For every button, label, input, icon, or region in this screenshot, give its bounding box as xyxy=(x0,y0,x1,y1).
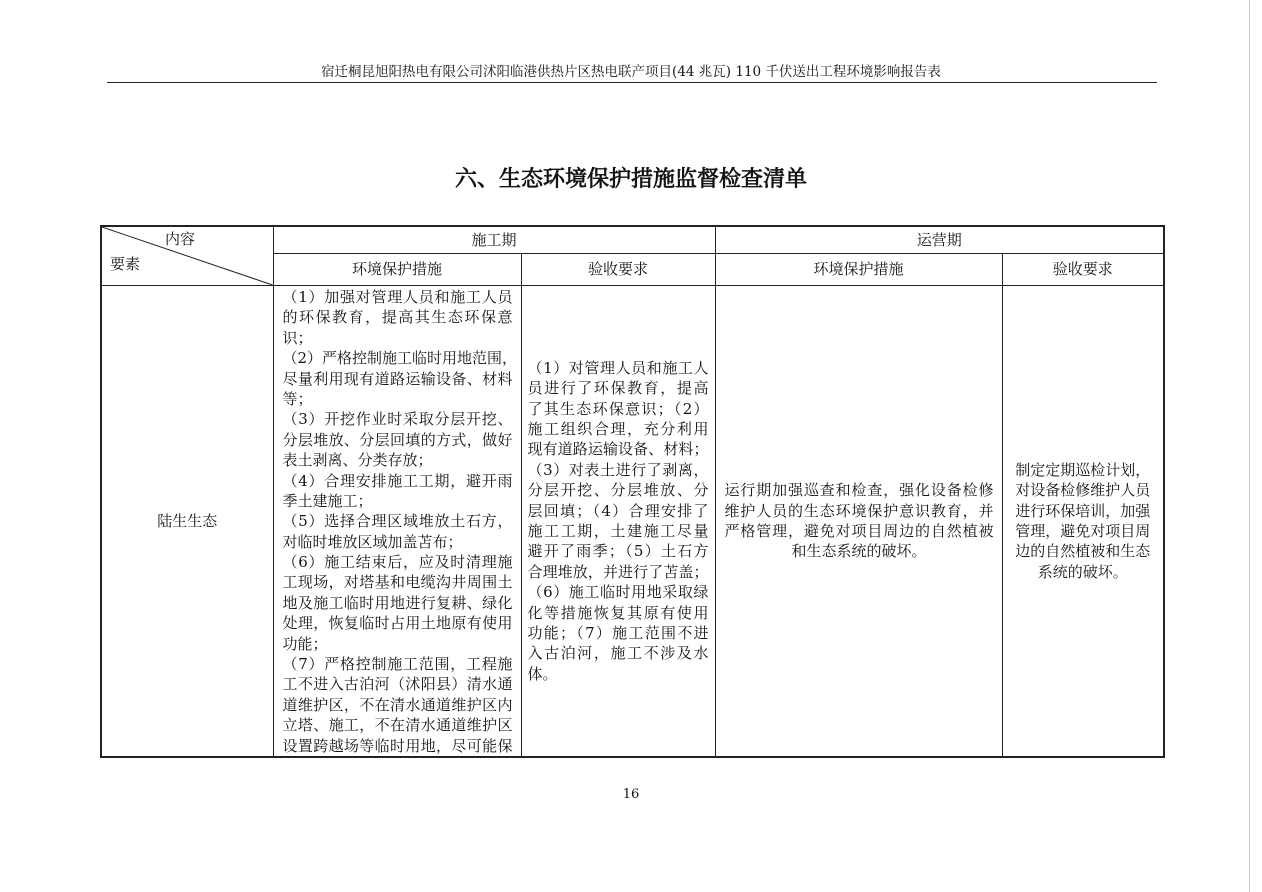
text-line: 表土剥离、分类存放； xyxy=(282,451,433,470)
header-row-phases xyxy=(101,226,1164,254)
text-line: 系统的破坏。 xyxy=(1037,562,1128,581)
text-line: （3）对表土进行了剥离， xyxy=(527,460,709,479)
text-line: 分层堆放、分层回填的方式，做好 xyxy=(282,430,513,449)
corner-diagonal xyxy=(102,227,273,285)
text-line: 立塔、施工，不在清水通道维护区 xyxy=(282,716,513,735)
header-construction-acceptance: 验收要求 xyxy=(521,254,715,286)
text-line: 施工组织合理，充分利用 xyxy=(527,420,709,439)
text-line: （6）施工临时用地采取绿 xyxy=(527,583,709,602)
page-number: 16 xyxy=(622,787,640,802)
text-line: 维护人员的生态环境保护意识教育，并 xyxy=(724,501,994,520)
text-line: 现有道路运输设备、材料； xyxy=(527,440,709,459)
text-line: 功能； xyxy=(282,634,328,653)
construction-measures-cell xyxy=(273,286,521,757)
header-operation-acceptance: 验收要求 xyxy=(1002,254,1164,286)
text-line: （1）对管理人员和施工人 xyxy=(527,358,709,377)
header-phase-operation: 运营期 xyxy=(715,226,1164,254)
header-operation-measures: 环境保护措施 xyxy=(715,254,1002,286)
text-line: （4）合理安排施工工期，避开雨 xyxy=(282,471,513,490)
operation-acceptance-cell xyxy=(1002,286,1164,757)
text-line: 入古泊河，施工不涉及水 xyxy=(527,644,709,663)
header-construction-measures: 环境保护措施 xyxy=(273,254,521,286)
text-line: 员进行了环保教育，提高 xyxy=(527,379,709,398)
text-line: 制定定期巡检计划， xyxy=(1015,460,1151,479)
text-line: 地及施工临时用地进行复耕、绿化 xyxy=(282,593,513,612)
text-line: 道维护区，不在清水通道维护区内 xyxy=(282,695,513,714)
text-line: 识； xyxy=(282,328,313,347)
text-line: 层回填；（4）合理安排了 xyxy=(527,501,709,520)
text-line: 和生态系统的破坏。 xyxy=(791,542,927,561)
text-line: 功能；（7）施工范围不进 xyxy=(527,623,709,642)
text-line: 等； xyxy=(282,389,313,408)
text-line: 严格管理，避免对项目周边的自然植被 xyxy=(724,521,994,540)
text-line: 处理，恢复临时占用土地原有使用 xyxy=(282,614,513,633)
text-line: 设置跨越场等临时用地，尽可能保 xyxy=(282,736,513,755)
text-line: 边的自然植被和生态 xyxy=(1015,542,1151,561)
corner-label-content: 内容 xyxy=(165,230,196,248)
text-line: 季土建施工； xyxy=(282,491,373,510)
text-line: 体。 xyxy=(527,664,558,683)
running-header: 宿迁桐昆旭阳热电有限公司沭阳临港供热片区热电联产项目(44 兆瓦) 110 千伏送出工程环境影响报告表 xyxy=(321,64,941,80)
text-line: （7）严格控制施工范围，工程施 xyxy=(282,655,513,674)
text-line: 管理，避免对项目周 xyxy=(1015,521,1151,540)
text-line: （5）选择合理区域堆放土石方， xyxy=(282,512,513,531)
text-line: 施工工期，土建施工尽量 xyxy=(527,521,709,540)
element-cell: 陆生生态 xyxy=(101,286,273,757)
text-line: 工现场，对塔基和电缆沟井周围土 xyxy=(282,573,513,592)
page-title: 六、生态环境保护措施监督检查清单 xyxy=(454,167,807,192)
text-line: 运行期加强巡查和检查，强化设备检修 xyxy=(724,481,994,500)
text-line: 了其生态环保意识；（2） xyxy=(527,399,709,418)
header-phase-construction: 施工期 xyxy=(273,226,715,254)
text-line: 分层开挖、分层堆放、分 xyxy=(527,481,709,500)
text-line: （2）严格控制施工临时用地范围， xyxy=(282,349,518,368)
header-rule xyxy=(107,82,1157,83)
inspection-checklist-table xyxy=(100,225,1165,758)
text-line: 进行环保培训，加强 xyxy=(1015,501,1151,520)
text-line: 对设备检修维护人员 xyxy=(1015,481,1151,500)
text-line: 合理堆放，并进行了苫盖； xyxy=(527,562,709,581)
text-line: 尽量利用现有道路运输设备、材料 xyxy=(282,369,513,388)
text-line: 化等措施恢复其原有使用 xyxy=(527,603,709,622)
corner-label-element: 要素 xyxy=(110,255,141,273)
text-line: （6）施工结束后，应及时清理施 xyxy=(282,553,513,572)
text-line: （3）开挖作业时采取分层开挖、 xyxy=(282,410,513,429)
operation-measures-cell xyxy=(715,286,1002,757)
text-line: 工不进入古泊河（沭阳县）清水通 xyxy=(282,675,513,694)
text-line: 对临时堆放区域加盖苫布； xyxy=(282,532,463,551)
text-line: 避开了雨季；（5）土石方 xyxy=(527,542,709,561)
table-row xyxy=(101,286,1164,757)
corner-header-cell xyxy=(101,226,273,286)
text-line: （1）加强对管理人员和施工人员 xyxy=(282,288,513,306)
construction-acceptance-cell xyxy=(521,286,715,757)
text-line: 的环保教育，提高其生态环保意 xyxy=(282,308,513,327)
page-edge-line xyxy=(1249,0,1250,892)
